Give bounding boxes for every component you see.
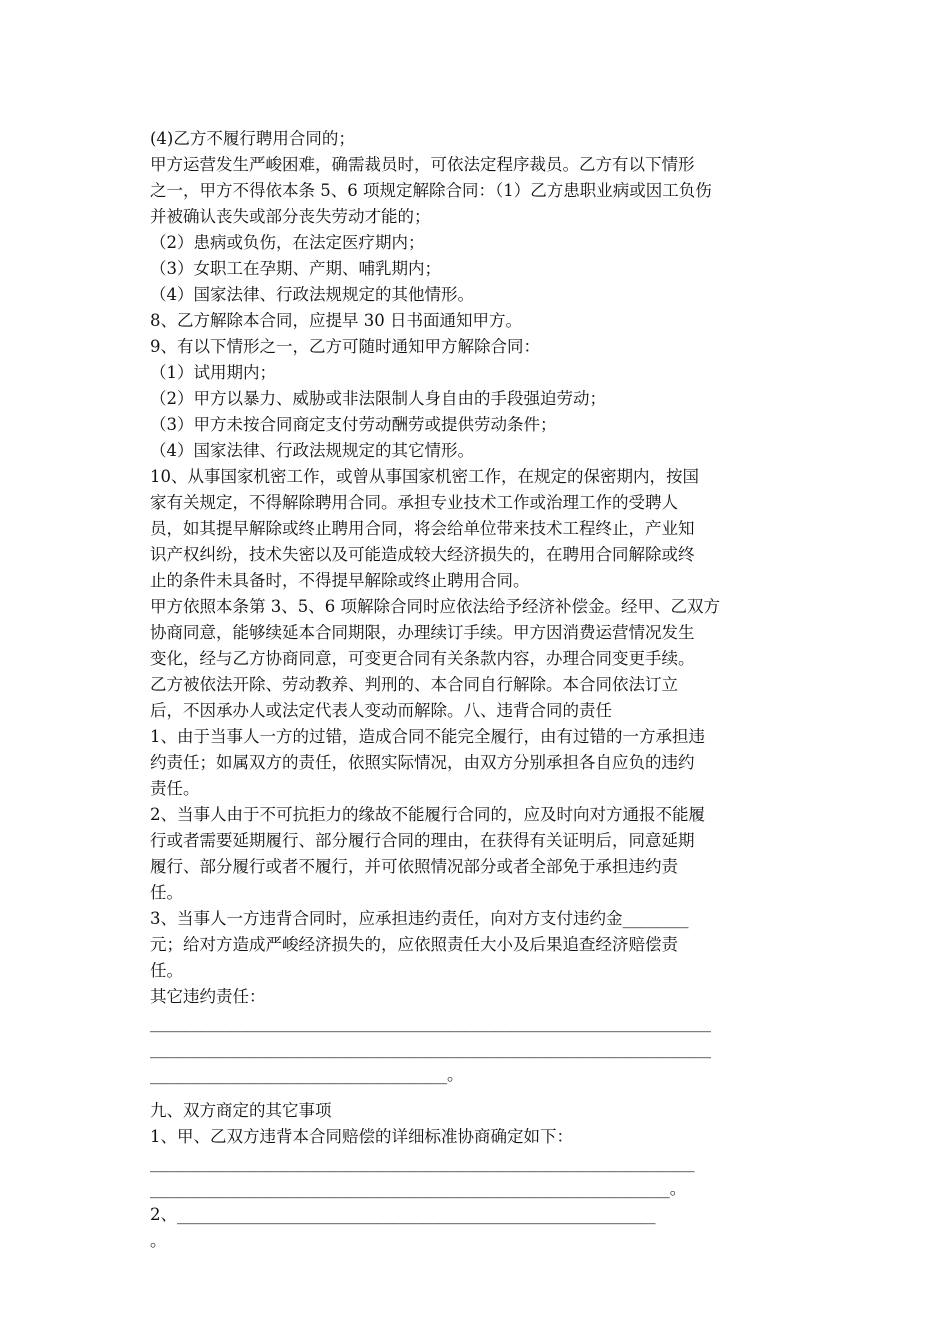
text-line: 1、由于当事人一方的过错，造成合同不能完全履行，由有过错的一方承担违 xyxy=(150,727,705,746)
spacer xyxy=(150,1088,810,1098)
text-line: （3）女职工在孕期、产期、哺乳期内； xyxy=(150,259,441,278)
text-line: 10、从事国家机密工作，或曾从事国家机密工作，在规定的保密期内，按国 xyxy=(150,467,699,486)
text-line: 乙方被依法开除、劳动教养、判刑的、本合同自行解除。本合同依法订立 xyxy=(150,675,678,694)
text-line: 变化，经与乙方协商同意，可变更合同有关条款内容，办理合同变更手续。 xyxy=(150,649,695,668)
text-line: 履行、部分履行或者不履行，并可依照情况部分或者全部免于承担违约责 xyxy=(150,857,678,876)
text-line: 2、当事人由于不可抗拒力的缘故不能履行合同的，应及时向对方通报不能履 xyxy=(150,805,705,824)
text-line: 责任。 xyxy=(150,779,200,798)
blank-fill-line: ____________________________________________________________________ xyxy=(150,1013,711,1032)
text-line: 8、乙方解除本合同，应提早 30 日书面通知甲方。 xyxy=(150,311,522,330)
text-line: （4）国家法律、行政法规规定的其他情形。 xyxy=(150,285,474,304)
text-line: （1）试用期内； xyxy=(150,363,276,382)
text-line: （2）患病或负伤，在法定医疗期内； xyxy=(150,233,425,252)
text-line: 元；给对方造成严峻经济损失的，应依照责任大小及后果追查经济赔偿责 xyxy=(150,935,678,954)
text-line: 9、有以下情形之一，乙方可随时通知甲方解除合同： xyxy=(150,337,540,356)
text-line: (4)乙方不履行聘用合同的； xyxy=(150,129,355,148)
text-line: 止的条件未具备时，不得提早解除或终止聘用合同。 xyxy=(150,571,530,590)
blank-fill-line: 2、__________________________________________________________ xyxy=(150,1205,656,1224)
text-line: 任。 xyxy=(150,883,183,902)
text-line: 家有关规定，不得解除聘用合同。承担专业技术工作或治理工作的受聘人 xyxy=(150,493,678,512)
text-line: 任。 xyxy=(150,961,183,980)
blank-fill-line: _______________________________________________________________。 xyxy=(150,1179,687,1198)
text-line: 行或者需要延期履行、部分履行合同的理由，在获得有关证明后，同意延期 xyxy=(150,831,695,850)
blank-fill-line: ____________________________________________________________________ xyxy=(150,1039,711,1058)
text-line: 并被确认丧失或部分丧失劳动才能的； xyxy=(150,207,431,226)
text-line: 后，不因承办人或法定代表人变动而解除。八、违背合同的责任 xyxy=(150,701,612,720)
text-line: 其它违约责任： xyxy=(150,987,266,1006)
text-line: 之一，甲方不得依本条 5、6 项规定解除合同：（1）乙方患职业病或因工负伤 xyxy=(150,181,712,200)
text-line: 识产权纠纷，技术失密以及可能造成较大经济损失的，在聘用合同解除或终 xyxy=(150,545,695,564)
text-line: 3、当事人一方违背合同时，应承担违约责任，向对方支付违约金________ xyxy=(150,909,689,928)
document-body xyxy=(150,126,810,1254)
text-line: （3）甲方未按合同商定支付劳动酬劳或提供劳动条件； xyxy=(150,415,557,434)
section-heading: 九、双方商定的其它事项 xyxy=(150,1101,332,1120)
text-line: 约责任；如属双方的责任，依照实际情况，由双方分别承担各自应负的违约 xyxy=(150,753,695,772)
text-line: 甲方运营发生严峻困难，确需裁员时，可依法定程序裁员。乙方有以下情形 xyxy=(150,155,695,174)
text-line: 员，如其提早解除或终止聘用合同，将会给单位带来技术工程终止，产业知 xyxy=(150,519,695,538)
text-line: 协商同意，能够续延本合同期限，办理续订手续。甲方因消费运营情况发生 xyxy=(150,623,695,642)
text-line: （4）国家法律、行政法规规定的其它情形。 xyxy=(150,441,474,460)
text-line: 。 xyxy=(150,1231,167,1250)
blank-fill-line: __________________________________________________________________ xyxy=(150,1153,695,1172)
text-line: （2）甲方以暴力、威胁或非法限制人身自由的手段强迫劳动； xyxy=(150,389,606,408)
blank-fill-line: ____________________________________。 xyxy=(150,1065,464,1084)
text-line: 甲方依照本条第 3、5、6 项解除合同时应依法给予经济补偿金。经甲、乙双方 xyxy=(150,597,720,616)
text-line: 1、甲、乙双方违背本合同赔偿的详细标准协商确定如下： xyxy=(150,1127,573,1146)
